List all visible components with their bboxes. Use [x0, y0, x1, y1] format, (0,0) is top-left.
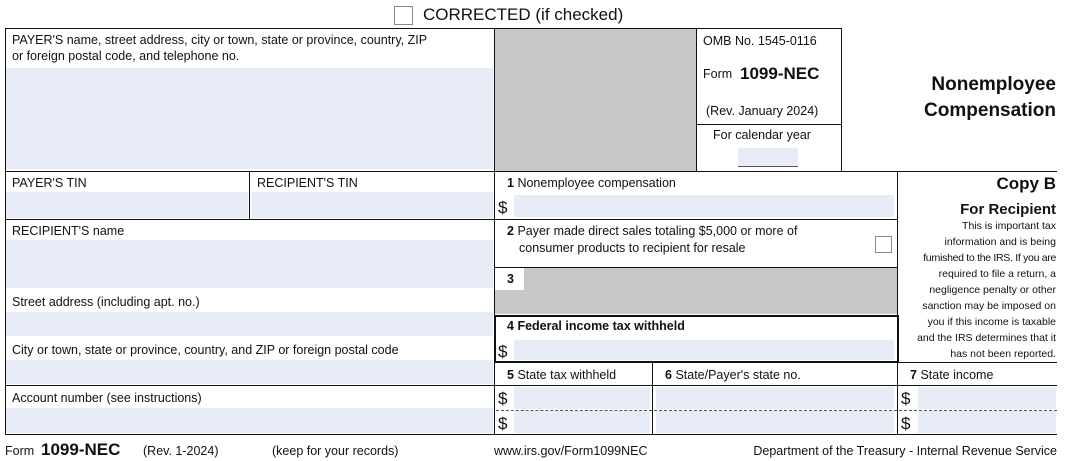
rule [5, 171, 1057, 172]
copy-notice-1: This is important tax [962, 220, 1056, 232]
recipient-tin-field[interactable] [252, 192, 493, 218]
recipient-name-label: RECIPIENT'S name [12, 224, 125, 238]
corrected-checkbox[interactable] [394, 6, 413, 25]
copy-notice-7: you if this income is taxable [927, 316, 1056, 328]
footer-revision: (Rev. 1-2024) [143, 444, 219, 458]
copy-notice-3: furnished to the IRS. If you are [923, 252, 1056, 264]
street-address-field[interactable] [6, 312, 493, 336]
footer-form-prefix: Form [5, 444, 35, 458]
dashed-rule [654, 410, 897, 411]
city-field[interactable] [6, 360, 493, 384]
box7-currency-1: $ [901, 389, 911, 408]
calendar-year-field[interactable] [738, 148, 798, 166]
box2-label-text: Payer made direct sales totaling $5,000 or more of [517, 224, 798, 238]
omb-number: OMB No. 1545-0116 [703, 34, 817, 48]
box1-number: 1 [507, 176, 514, 190]
box1-amount-field[interactable] [514, 195, 894, 217]
copy-notice-9: has not been reported. [950, 348, 1056, 360]
rule [5, 28, 6, 435]
box7-number: 7 [910, 368, 917, 382]
box2-number: 2 [507, 224, 514, 238]
copy-notice-6: sanction may be imposed on [922, 300, 1056, 312]
rule [841, 28, 842, 172]
dashed-rule [496, 410, 652, 411]
payer-info-label-line2: or foreign postal code, and telephone no. [12, 49, 240, 63]
box4-label-text: Federal income tax withheld [517, 319, 685, 333]
rule [495, 267, 898, 268]
dashed-rule [899, 410, 1057, 411]
box2-label [507, 224, 797, 239]
rule [897, 171, 898, 435]
shaded-area-box3 [524, 268, 897, 314]
copy-subtitle: For Recipient [960, 201, 1056, 218]
rule [5, 28, 842, 29]
rule [5, 434, 1057, 435]
shaded-area-top [495, 29, 696, 171]
box2-label-line2: consumer products to recipient for resale [519, 241, 746, 255]
calendar-year-label: For calendar year [713, 128, 811, 142]
copy-notice-2: information and is being [944, 236, 1056, 248]
box7-label-text: State income [920, 368, 994, 382]
box7-label [910, 368, 993, 383]
box1-currency: $ [498, 198, 508, 217]
box1-label [507, 176, 676, 191]
rule [494, 28, 495, 435]
copy-notice-8: and the IRS determines that it [917, 332, 1056, 344]
box5-label-text: State tax withheld [517, 368, 617, 382]
rule [5, 385, 495, 386]
box6-label [665, 368, 801, 383]
payer-tin-label: PAYER'S TIN [12, 176, 87, 190]
box4-label [507, 319, 685, 334]
payer-info-label: PAYER'S name, street address, city or town, state or province, country, ZIP [12, 33, 428, 47]
rule [495, 219, 898, 220]
rule [696, 124, 842, 125]
account-number-field[interactable] [6, 408, 493, 433]
shaded-strip-left [495, 290, 524, 314]
footer-url[interactable]: www.irs.gov/Form1099NEC [494, 444, 648, 458]
box6-label-text: State/Payer's state no. [675, 368, 801, 382]
copy-notice-5: negligence penalty or other [929, 284, 1056, 296]
box5-currency-1: $ [498, 389, 508, 408]
corrected-label: CORRECTED (if checked) [423, 5, 624, 24]
box3-number: 3 [507, 272, 514, 286]
omb-revision: (Rev. January 2024) [706, 104, 819, 118]
box7-amount-field-2[interactable] [918, 411, 1056, 433]
recipient-tin-label: RECIPIENT'S TIN [257, 176, 358, 190]
footer-keep-note: (keep for your records) [272, 444, 399, 458]
calendar-year-underline [738, 166, 798, 167]
payer-tin-field[interactable] [6, 192, 248, 218]
box2-checkbox[interactable] [875, 236, 892, 253]
rule [249, 171, 250, 219]
box4-number: 4 [507, 319, 514, 333]
box5-amount-field-1[interactable] [514, 387, 650, 409]
box5-label [507, 368, 616, 383]
street-address-label: Street address (including apt. no.) [12, 295, 200, 309]
box6-number: 6 [665, 368, 672, 382]
form-title-line1: Nonemployee [931, 74, 1056, 95]
footer-form-name: 1099-NEC [41, 440, 121, 459]
box5-amount-field-2[interactable] [514, 411, 650, 433]
box6-field-2[interactable] [656, 411, 894, 433]
account-number-label: Account number (see instructions) [12, 391, 202, 405]
payer-info-field[interactable] [6, 68, 493, 169]
box5-currency-2: $ [498, 414, 508, 433]
box7-currency-2: $ [901, 414, 911, 433]
omb-form-prefix: Form [703, 67, 733, 81]
rule [696, 28, 697, 172]
form-title-line2: Compensation [924, 100, 1056, 121]
box6-field-1[interactable] [656, 387, 894, 409]
box4-currency: $ [498, 342, 508, 361]
box5-number: 5 [507, 368, 514, 382]
box1-label-text: Nonemployee compensation [517, 176, 676, 190]
copy-notice-4: required to file a return, a [938, 268, 1056, 280]
rule [5, 219, 495, 220]
city-label: City or town, state or province, country, and ZIP or foreign postal code [12, 343, 399, 357]
footer-department: Department of the Treasury - Internal Revenue Service [753, 444, 1057, 458]
recipient-name-field[interactable] [6, 240, 493, 288]
rule [495, 385, 1057, 386]
rule [652, 362, 653, 435]
box7-amount-field-1[interactable] [918, 387, 1056, 409]
omb-form-name: 1099-NEC [740, 64, 820, 83]
copy-title: Copy B [996, 174, 1056, 193]
